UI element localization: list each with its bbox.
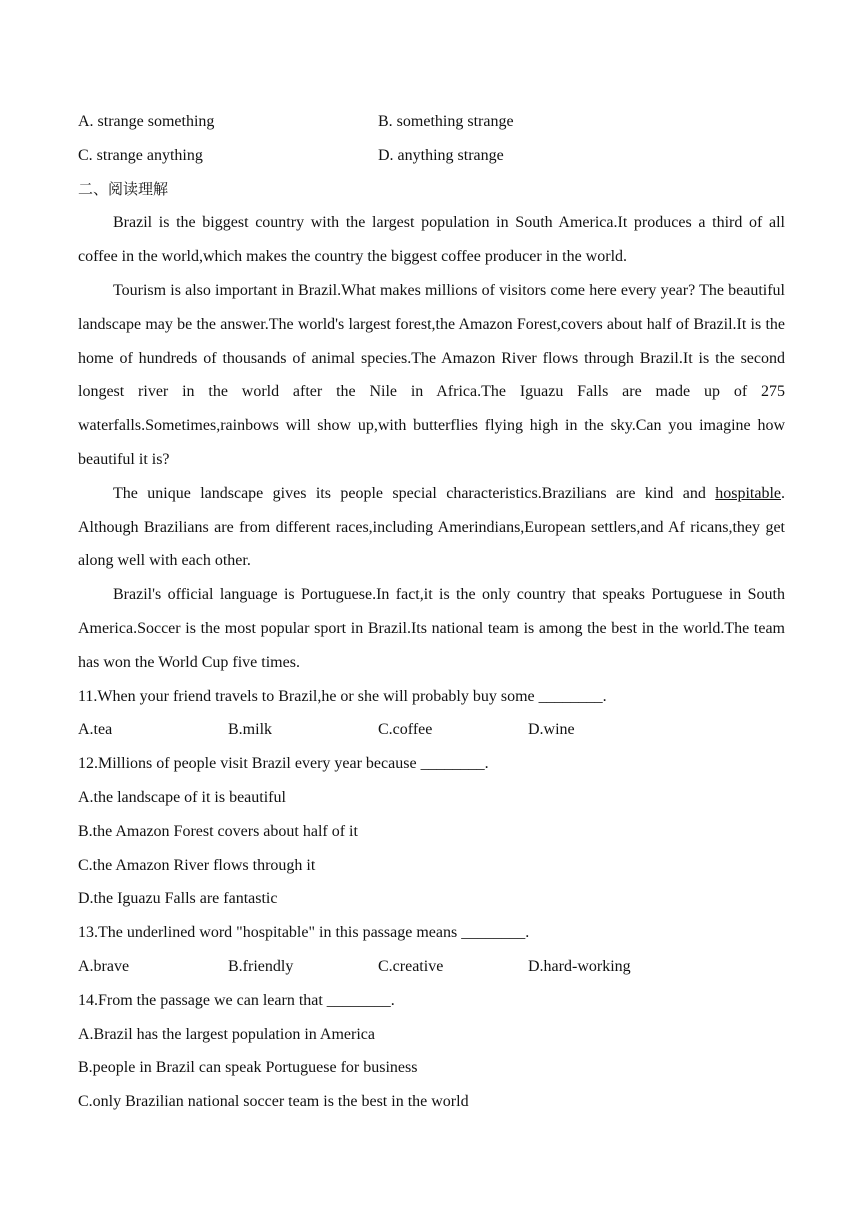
option-a: A.the landscape of it is beautiful [78,788,286,806]
passage-paragraph-1: Brazil is the biggest country with the largest population in South America.It produces a third of all coffee in the world,which makes the country the biggest coffee producer in the world. [78,214,785,266]
option-a: A.tea [78,721,113,739]
prev-options-row-1 [78,105,785,139]
question-stem: 11.When your friend travels to Brazil,he or she will probably buy some ________. [78,687,607,705]
question-stem: 12.Millions of people visit Brazil every year because ________. [78,755,489,773]
option-d: D.hard-working [528,957,631,975]
option-b: B.friendly [228,957,294,975]
option-b: B.milk [228,721,273,739]
option-a: A. strange something [78,113,215,130]
question-options [78,713,785,747]
option-d: D. anything strange [378,146,504,164]
option-a: A.Brazil has the largest population in America [78,1025,375,1043]
option-c: C. strange anything [78,146,203,164]
option-d: D.wine [528,721,575,739]
underlined-word: hospitable [715,484,781,502]
option-c: C.only Brazilian national soccer team is the best in the world [78,1093,469,1111]
paragraph-3-text-end: . Although Brazilians are from different races,including Amerindians,European settlers,and Af ricans,they get along well with each other. [78,484,785,570]
option-b: B.people in Brazil can speak Portuguese for business [78,1059,418,1077]
option-c: C.creative [378,957,444,975]
question-options [78,950,785,984]
question-stem: 14.From the passage we can learn that ________. [78,991,395,1009]
document-page [78,105,785,1119]
paragraph-3-text-start: The unique landscape gives its people special characteristics.Brazilians are kind and [113,484,716,502]
option-a: A.brave [78,957,130,975]
option-b: B.the Amazon Forest covers about half of it [78,822,358,840]
passage-paragraph-3 [78,477,785,578]
section-title: 二、阅读理解 [78,179,169,198]
passage-paragraph-4: Brazil's official language is Portuguese.In fact,it is the only country that speaks Portuguese in South America.Soccer is the most popular sport in Brazil.Its national team is among the best in the world.The team has won the World Cup five times. [78,586,785,671]
option-c: C.coffee [378,721,433,739]
prev-options-row-2 [78,139,785,173]
option-b: B. something strange [378,113,514,130]
option-d: D.the Iguazu Falls are fantastic [78,890,278,908]
passage-paragraph-2: Tourism is also important in Brazil.What makes millions of visitors come here every year? The beautiful landscape may be the answer.The world's largest forest,the Amazon Forest,covers about half of Brazil.It is the home of hundreds of thousands of animal species.The Amazon River flows through Brazil.It is the second longest river in the world after the Nile in Africa.The Iguazu Falls are made up of 275 waterfalls.Sometimes,rainbows will show up,with butterflies flying high in the sky.Can you imagine how beautiful it is? [78,281,785,468]
option-c: C.the Amazon River flows through it [78,856,316,874]
question-stem: 13.The underlined word "hospitable" in this passage means ________. [78,924,530,942]
